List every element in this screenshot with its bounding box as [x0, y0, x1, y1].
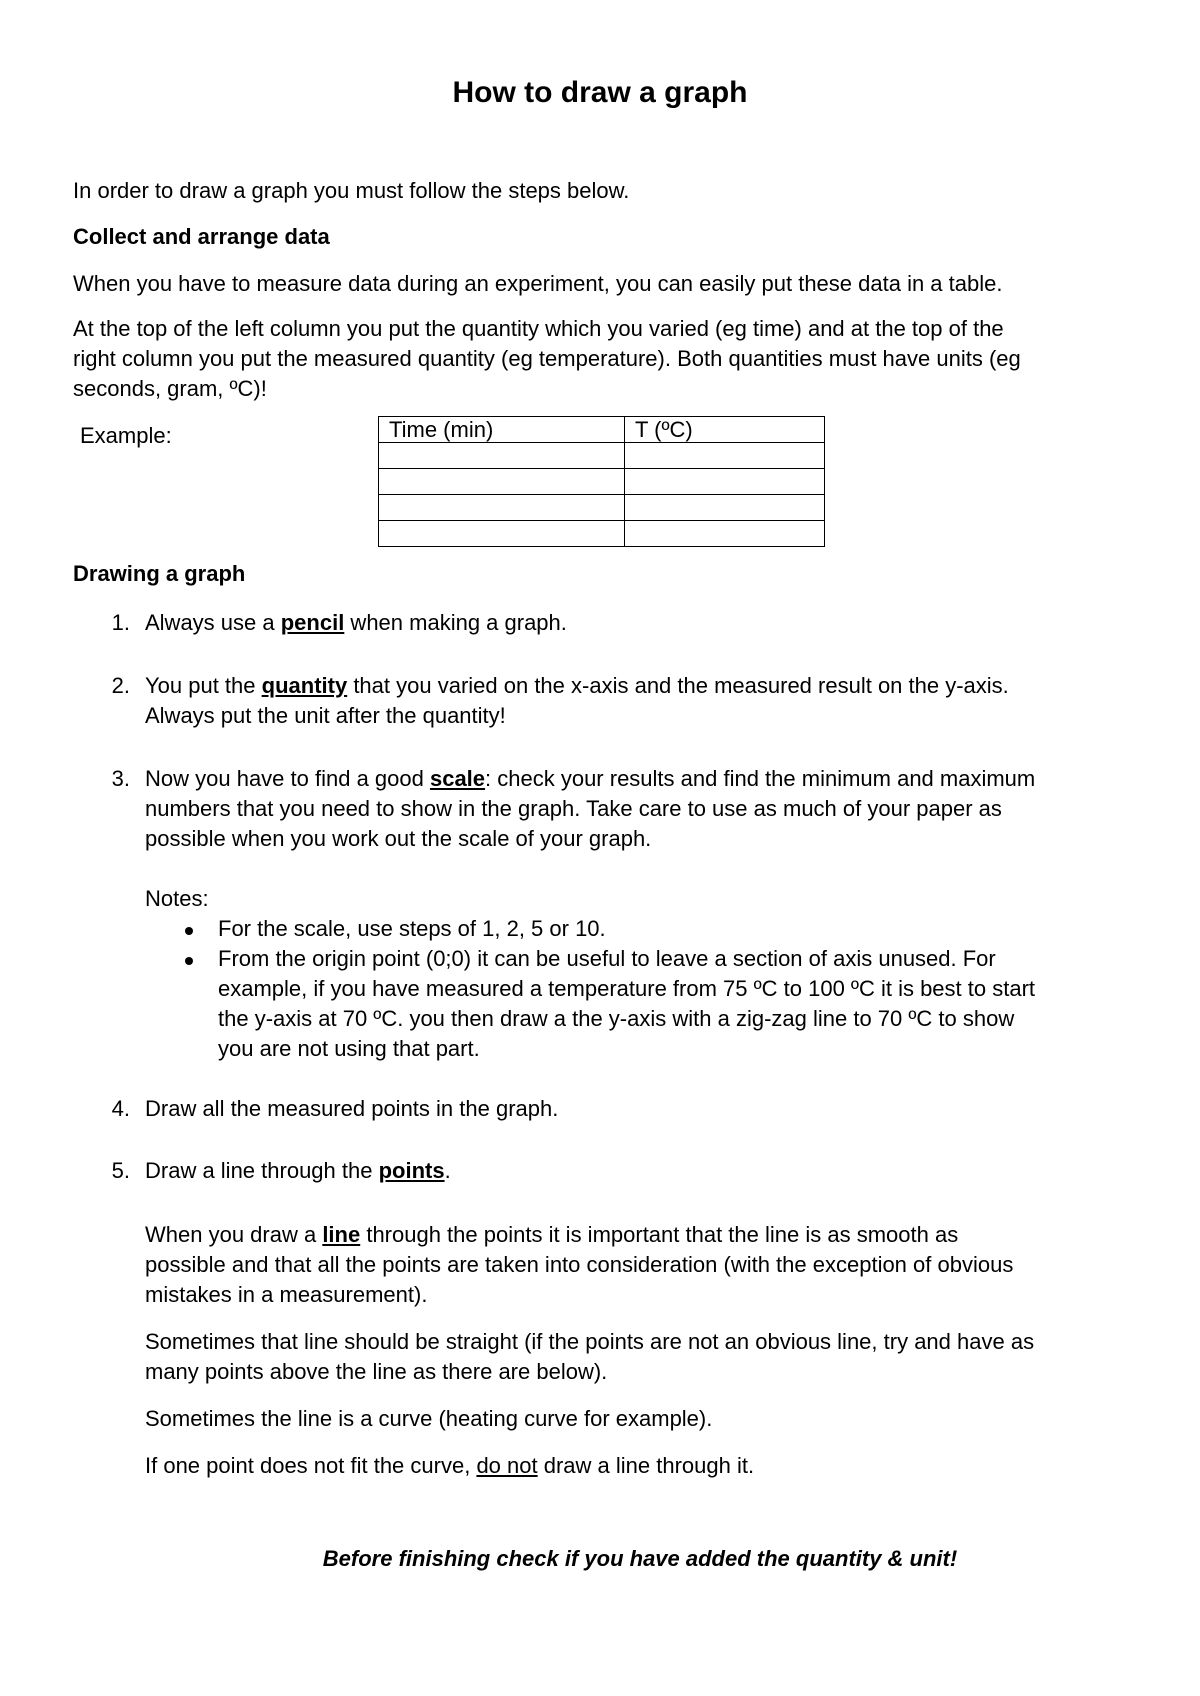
- paragraph-columns-line-1: At the top of the left column you put the quantity which you varied (eg time) and at the top of the: [73, 316, 1004, 341]
- note-origin-line-4: you are not using that part.: [218, 1036, 480, 1061]
- table-cell: [625, 469, 825, 495]
- table-row: [379, 443, 825, 469]
- paragraph-measure: When you have to measure data during an experiment, you can easily put these data in a table.: [73, 271, 1003, 296]
- paragraph-text: If one point does not fit the curve,: [145, 1453, 477, 1478]
- step-text: .: [444, 1158, 451, 1183]
- paragraph-text: When you draw a: [145, 1222, 323, 1247]
- paragraph-columns-line-2: right column you put the measured quantity (eg temperature). Both quantities must have units (eg: [73, 346, 1021, 371]
- keyword-pencil: pencil: [280, 610, 345, 635]
- straight-line-paragraph-line-1: Sometimes that line should be straight (if the points are not an obvious line, try and have as: [145, 1329, 1035, 1354]
- outlier-paragraph: [145, 1451, 754, 1481]
- step-text: : check your results and find the minimum and maximum: [485, 766, 1036, 791]
- table-row: [379, 521, 825, 547]
- example-label: Example:: [80, 423, 172, 448]
- step-3-text-line-3: possible when you work out the scale of your graph.: [145, 826, 652, 851]
- step-text: Always use a: [145, 610, 281, 635]
- paragraph-columns-line-3: seconds, gram, ºC)!: [73, 376, 267, 401]
- step-number: 1.: [111, 610, 130, 635]
- intro-text: In order to draw a graph you must follow the steps below.: [73, 178, 630, 203]
- bullet-icon: [185, 957, 193, 965]
- step-2-text: [145, 671, 1009, 701]
- step-3-text: [145, 764, 1035, 794]
- step-text: that you varied on the x-axis and the measured result on the y-axis.: [347, 673, 1009, 698]
- section-heading-collect: Collect and arrange data: [73, 224, 330, 249]
- step-4-text: Draw all the measured points in the graph.: [145, 1096, 559, 1121]
- bullet-icon: [185, 927, 193, 935]
- step-3-text-line-2: numbers that you need to show in the graph. Take care to use as much of your paper as: [145, 796, 1002, 821]
- page-title: How to draw a graph: [452, 76, 748, 109]
- line-paragraph-line-3: mistakes in a measurement).: [145, 1282, 428, 1307]
- step-number: 4.: [111, 1096, 130, 1121]
- table-row: [379, 495, 825, 521]
- step-number: 3.: [111, 766, 130, 791]
- table-cell: [379, 469, 625, 495]
- table-cell: [379, 495, 625, 521]
- paragraph-text: draw a line through it.: [537, 1453, 755, 1478]
- keyword-quantity: quantity: [261, 673, 348, 698]
- table-header-row: [379, 417, 825, 443]
- step-5-text: [145, 1156, 451, 1186]
- keyword-scale: scale: [429, 766, 486, 791]
- note-origin-line-1: From the origin point (0;0) it can be useful to leave a section of axis unused. For: [218, 946, 996, 971]
- note-origin-line-3: the y-axis at 70 ºC. you then draw a the y-axis with a zig-zag line to 70 ºC to show: [218, 1006, 1015, 1031]
- table-cell: [625, 495, 825, 521]
- step-text: You put the: [145, 673, 262, 698]
- closing-reminder: Before finishing check if you have added the quantity & unit!: [322, 1546, 958, 1571]
- section-heading-drawing: Drawing a graph: [73, 561, 246, 586]
- example-table: [378, 416, 825, 547]
- keyword-points: points: [378, 1158, 445, 1183]
- emphasis-do-not: do not: [476, 1453, 538, 1478]
- table-row: [379, 469, 825, 495]
- step-number: 5.: [111, 1158, 130, 1183]
- notes-label: Notes:: [145, 886, 209, 911]
- table-header-temperature: T (ºC): [625, 417, 825, 443]
- note-scale-steps: For the scale, use steps of 1, 2, 5 or 10.: [218, 916, 606, 941]
- table-cell: [625, 521, 825, 547]
- curve-paragraph: Sometimes the line is a curve (heating curve for example).: [145, 1406, 713, 1431]
- note-origin-line-2: example, if you have measured a temperature from 75 ºC to 100 ºC it is best to start: [218, 976, 1036, 1001]
- table-cell: [379, 443, 625, 469]
- straight-line-paragraph-line-2: many points above the line as there are below).: [145, 1359, 608, 1384]
- line-paragraph-line-1: [145, 1220, 958, 1250]
- line-paragraph-line-2: possible and that all the points are taken into consideration (with the exception of obvious: [145, 1252, 1014, 1277]
- paragraph-text: through the points it is important that the line is as smooth as: [360, 1222, 959, 1247]
- keyword-line: line: [322, 1222, 361, 1247]
- step-text: Draw a line through the: [145, 1158, 379, 1183]
- step-1-text: [145, 608, 567, 638]
- table-cell: [379, 521, 625, 547]
- step-number: 2.: [111, 673, 130, 698]
- table-cell: [625, 443, 825, 469]
- step-2-text-line-2: Always put the unit after the quantity!: [145, 703, 506, 728]
- step-text: when making a graph.: [344, 610, 567, 635]
- step-text: Now you have to find a good: [145, 766, 430, 791]
- table-header-time: Time (min): [379, 417, 625, 443]
